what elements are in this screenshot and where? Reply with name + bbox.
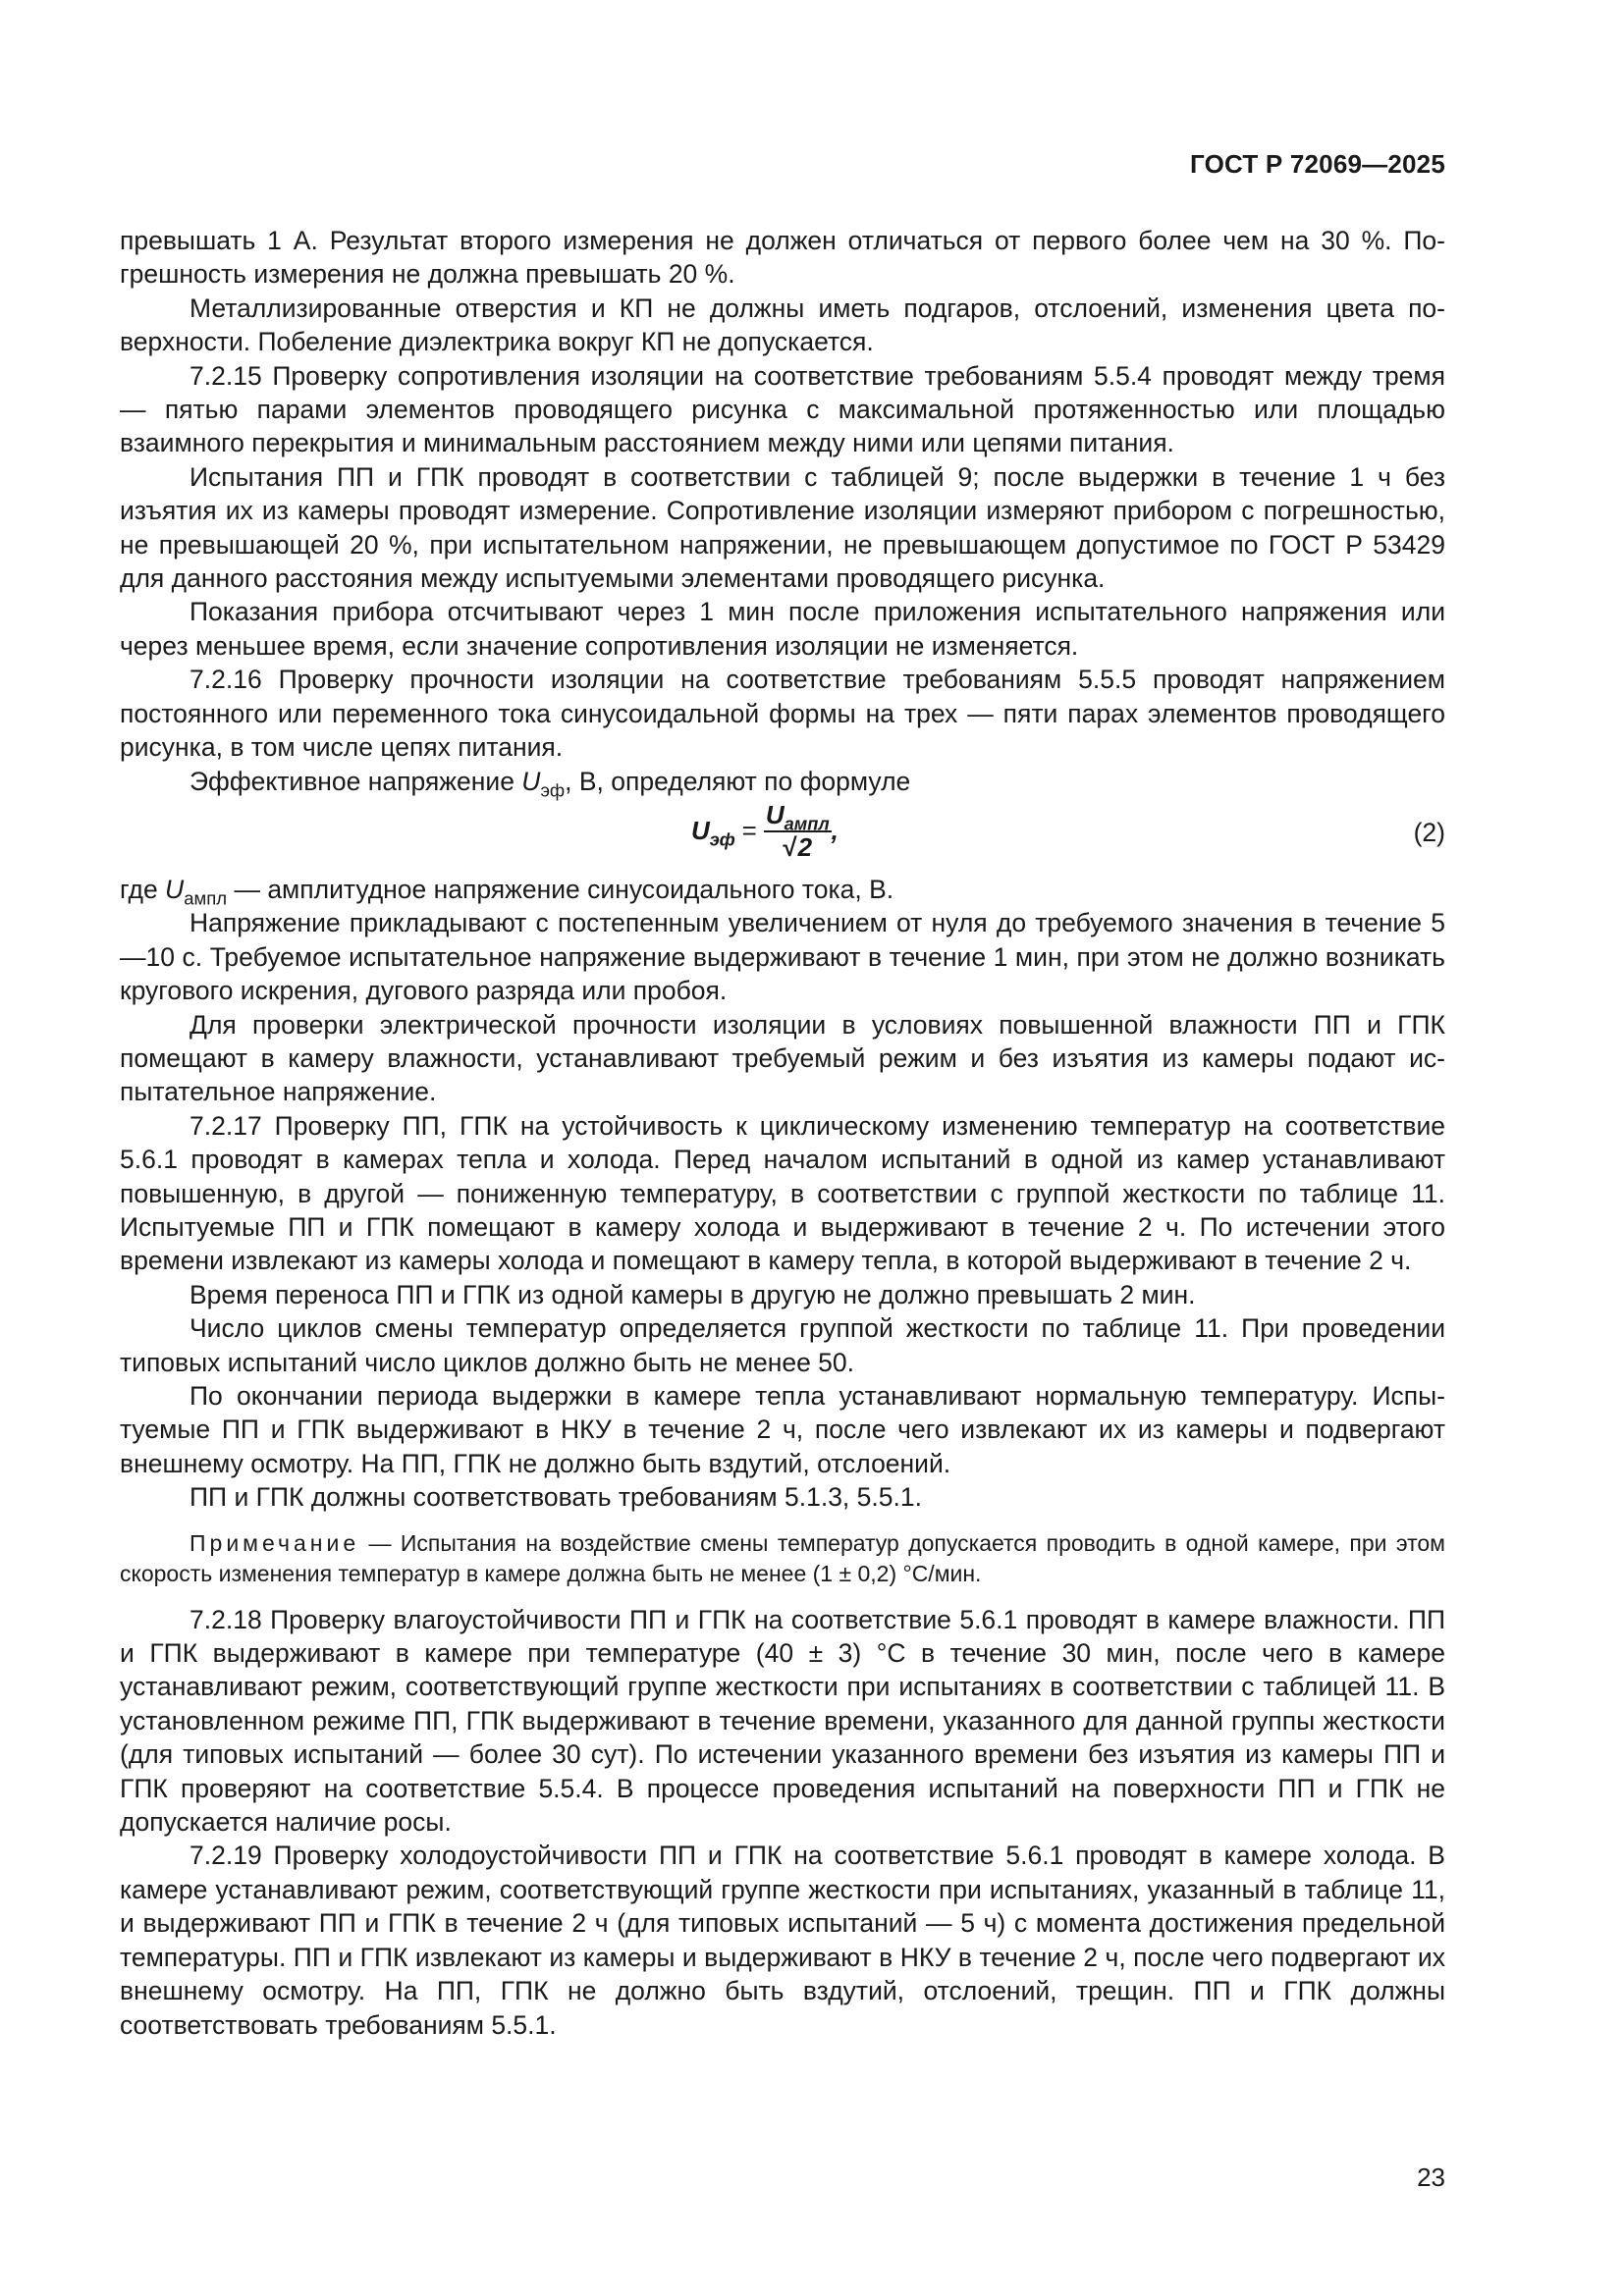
fraction-denominator: √2 (783, 831, 813, 862)
paragraph-7-2-15: 7.2.15 Проверку сопротивления изоляции на соответствие требованиям 5.5.4 проводят между тремя — пятью парами элементов проводящего рисунка с максимальной протяженностью или площадью взаимного перекрытия и минимальным расстоянием между ними или цепями питания. (120, 360, 1445, 458)
paragraph: Для проверки электрической прочности изоляции в условиях повышенной влажности ПП и ГПК помещают в камеру влажности, устанавливают требуемый режим и без изъятия из камеры подают испытательное напряжение. (120, 1009, 1445, 1107)
fraction-numerator: $U_{ампл}$ (765, 799, 830, 834)
formula-number: (2) (1413, 817, 1445, 847)
standard-header: ГОСТ Р 72069—2025 (1190, 149, 1445, 179)
note (120, 1528, 1445, 1589)
page-number: 23 (1417, 2163, 1445, 2192)
formula (691, 800, 839, 862)
note-text: — Испытания на воздействие смены температур допускается проводить в одной камере, при этом скорость изменения температур в камере должна быть не менее (1 ± 0,2) °С/мин. (120, 1529, 1445, 1586)
formula-fraction (764, 800, 832, 862)
formula-lhs: $U_{эф}$ (691, 816, 735, 850)
paragraph-7-2-18: 7.2.18 Проверку влагоустойчивости ПП и ГПК на соответствие 5.6.1 проводят в камере влажности. ПП и ГПК выдерживают в камере при температуре (40 ± 3) °С в течение 30 мин, после чего в камере устанавливают режим, соответствующий группе жесткости при испытаниях в соответствии с таблицей 11. В установленном режиме ПП, ГПК выдерживают в течение времени, указанного для данной группы жесткости (для типовых испытаний — более 30 сут). По истечении указанного времени без изъятия из камеры ПП и ГПК проверяют на соответствие 5.5.4. В процессе проведения испытаний на поверхности ПП и ГПК не допускается наличие росы. (120, 1604, 1445, 1838)
paragraph-7-2-17: 7.2.17 Проверку ПП, ГПК на устойчивость к циклическому изменению температур на соответствие 5.6.1 проводят в камерах тепла и холода. Перед началом испытаний в одной из камер устанавливают повышенную, в другой — пониженную температуру, в соответствии с группой жесткости по таблице 11. Испытуемые ПП и ГПК помещают в камеру холода и выдерживают в течение 2 ч. По истечении этого времени извлекают из камеры холода и помещают в камеру тепла, в которой выдерживают в течение 2 ч. (120, 1110, 1445, 1276)
paragraph: Показания прибора отсчитывают через 1 мин после приложения испытательного напряжения или через меньшее время, если значение сопротивления изоляции не изменяется. (120, 597, 1445, 661)
paragraph-7-2-16: 7.2.16 Проверку прочности изоляции на соответствие требованиям 5.5.5 проводят напряжением постоянного или переменного тока синусоидальной формы на трех — пяти парах элементов проводящего рисунка, в том числе цепях питания. (120, 665, 1445, 763)
paragraph: ПП и ГПК должны соответствовать требованиям 5.1.3, 5.5.1. (189, 1482, 922, 1513)
formula-intro: Эффективное напряжение $U_{эф}$, В, определяют по формуле (189, 766, 911, 800)
sqrt-icon: √ (783, 831, 797, 862)
paragraph-7-2-19: 7.2.19 Проверку холодоустойчивости ПП и ГПК на соответствие 5.6.1 проводят в камере холода. В камере устанавливают режим, соответствующий группе жесткости при испытаниях, указанный в таблице 11, и выдерживают ПП и ГПК в течение 2 ч (для типовых испытаний — 5 ч) с момента достижения предельной температуры. ПП и ГПК извлекают из камеры и выдерживают в НКУ в течение 2 ч, после чего подвергают их внешнему осмотру. На ПП, ГПК не должно быть вздутий, отслоений, трещин. ПП и ГПК должны соответствовать требованиям 5.5.1. (120, 1841, 1445, 2040)
variable-u: U (521, 766, 541, 796)
paragraph: Металлизированные отверстия и КП не должны иметь подгаров, отслоений, изменения цвета поверхности. Побеление диэлектрика вокруг КП не допускается. (120, 293, 1445, 357)
paragraph: Время переноса ПП и ГПК из одной камеры в другую не должно превышать 2 мин. (189, 1279, 1196, 1309)
paragraph: Число циклов смены температур определяется группой жесткости по таблице 11. При проведении типовых испытаний число циклов должно быть не менее 50. (120, 1313, 1445, 1377)
paragraph: Напряжение прикладывают с постепенным увеличением от нуля до требуемого значения в течение 5—10 с. Требуемое испытательное напряжение выдерживают в течение 1 мин, при этом не должно возникать кругового искрения, дугового разряда или пробоя. (120, 908, 1445, 1006)
paragraph: превышать 1 А. Результат второго измерения не должен отличаться от первого более чем на 30 %. Погрешность измерения не должна превышать 20 %. (120, 226, 1445, 290)
formula-block (120, 798, 1445, 873)
formula-explanation: где $U_{ампл}$ — амплитудное напряжение синусоидального тока, В. (120, 874, 894, 909)
equals-sign: = (741, 816, 757, 846)
paragraph: Испытания ПП и ГПК проводят в соответствии с таблицей 9; после выдержки в течение 1 ч без изъятия их из камеры проводят измерение. Сопротивление изоляции измеряют прибором с погрешностью, не превышающей 20 %, при испытательном напряжении, не превышающем допустимое по ГОСТ Р 53429 для данного расстояния между испытуемыми элементами проводящего рисунка. (120, 461, 1445, 594)
document-body (120, 224, 1445, 2042)
paragraph: По окончании периода выдержки в камере тепла устанавливают нормальную температуру. Испытуемые ПП и ГПК выдерживают в НКУ в течение 2 ч, после чего извлекают их из камеры и подвергают внешнему осмотру. На ПП, ГПК не должно быть вздутий, отслоений. (120, 1381, 1445, 1478)
note-label: Примечание (189, 1529, 360, 1556)
formula-comma: , (831, 816, 839, 846)
